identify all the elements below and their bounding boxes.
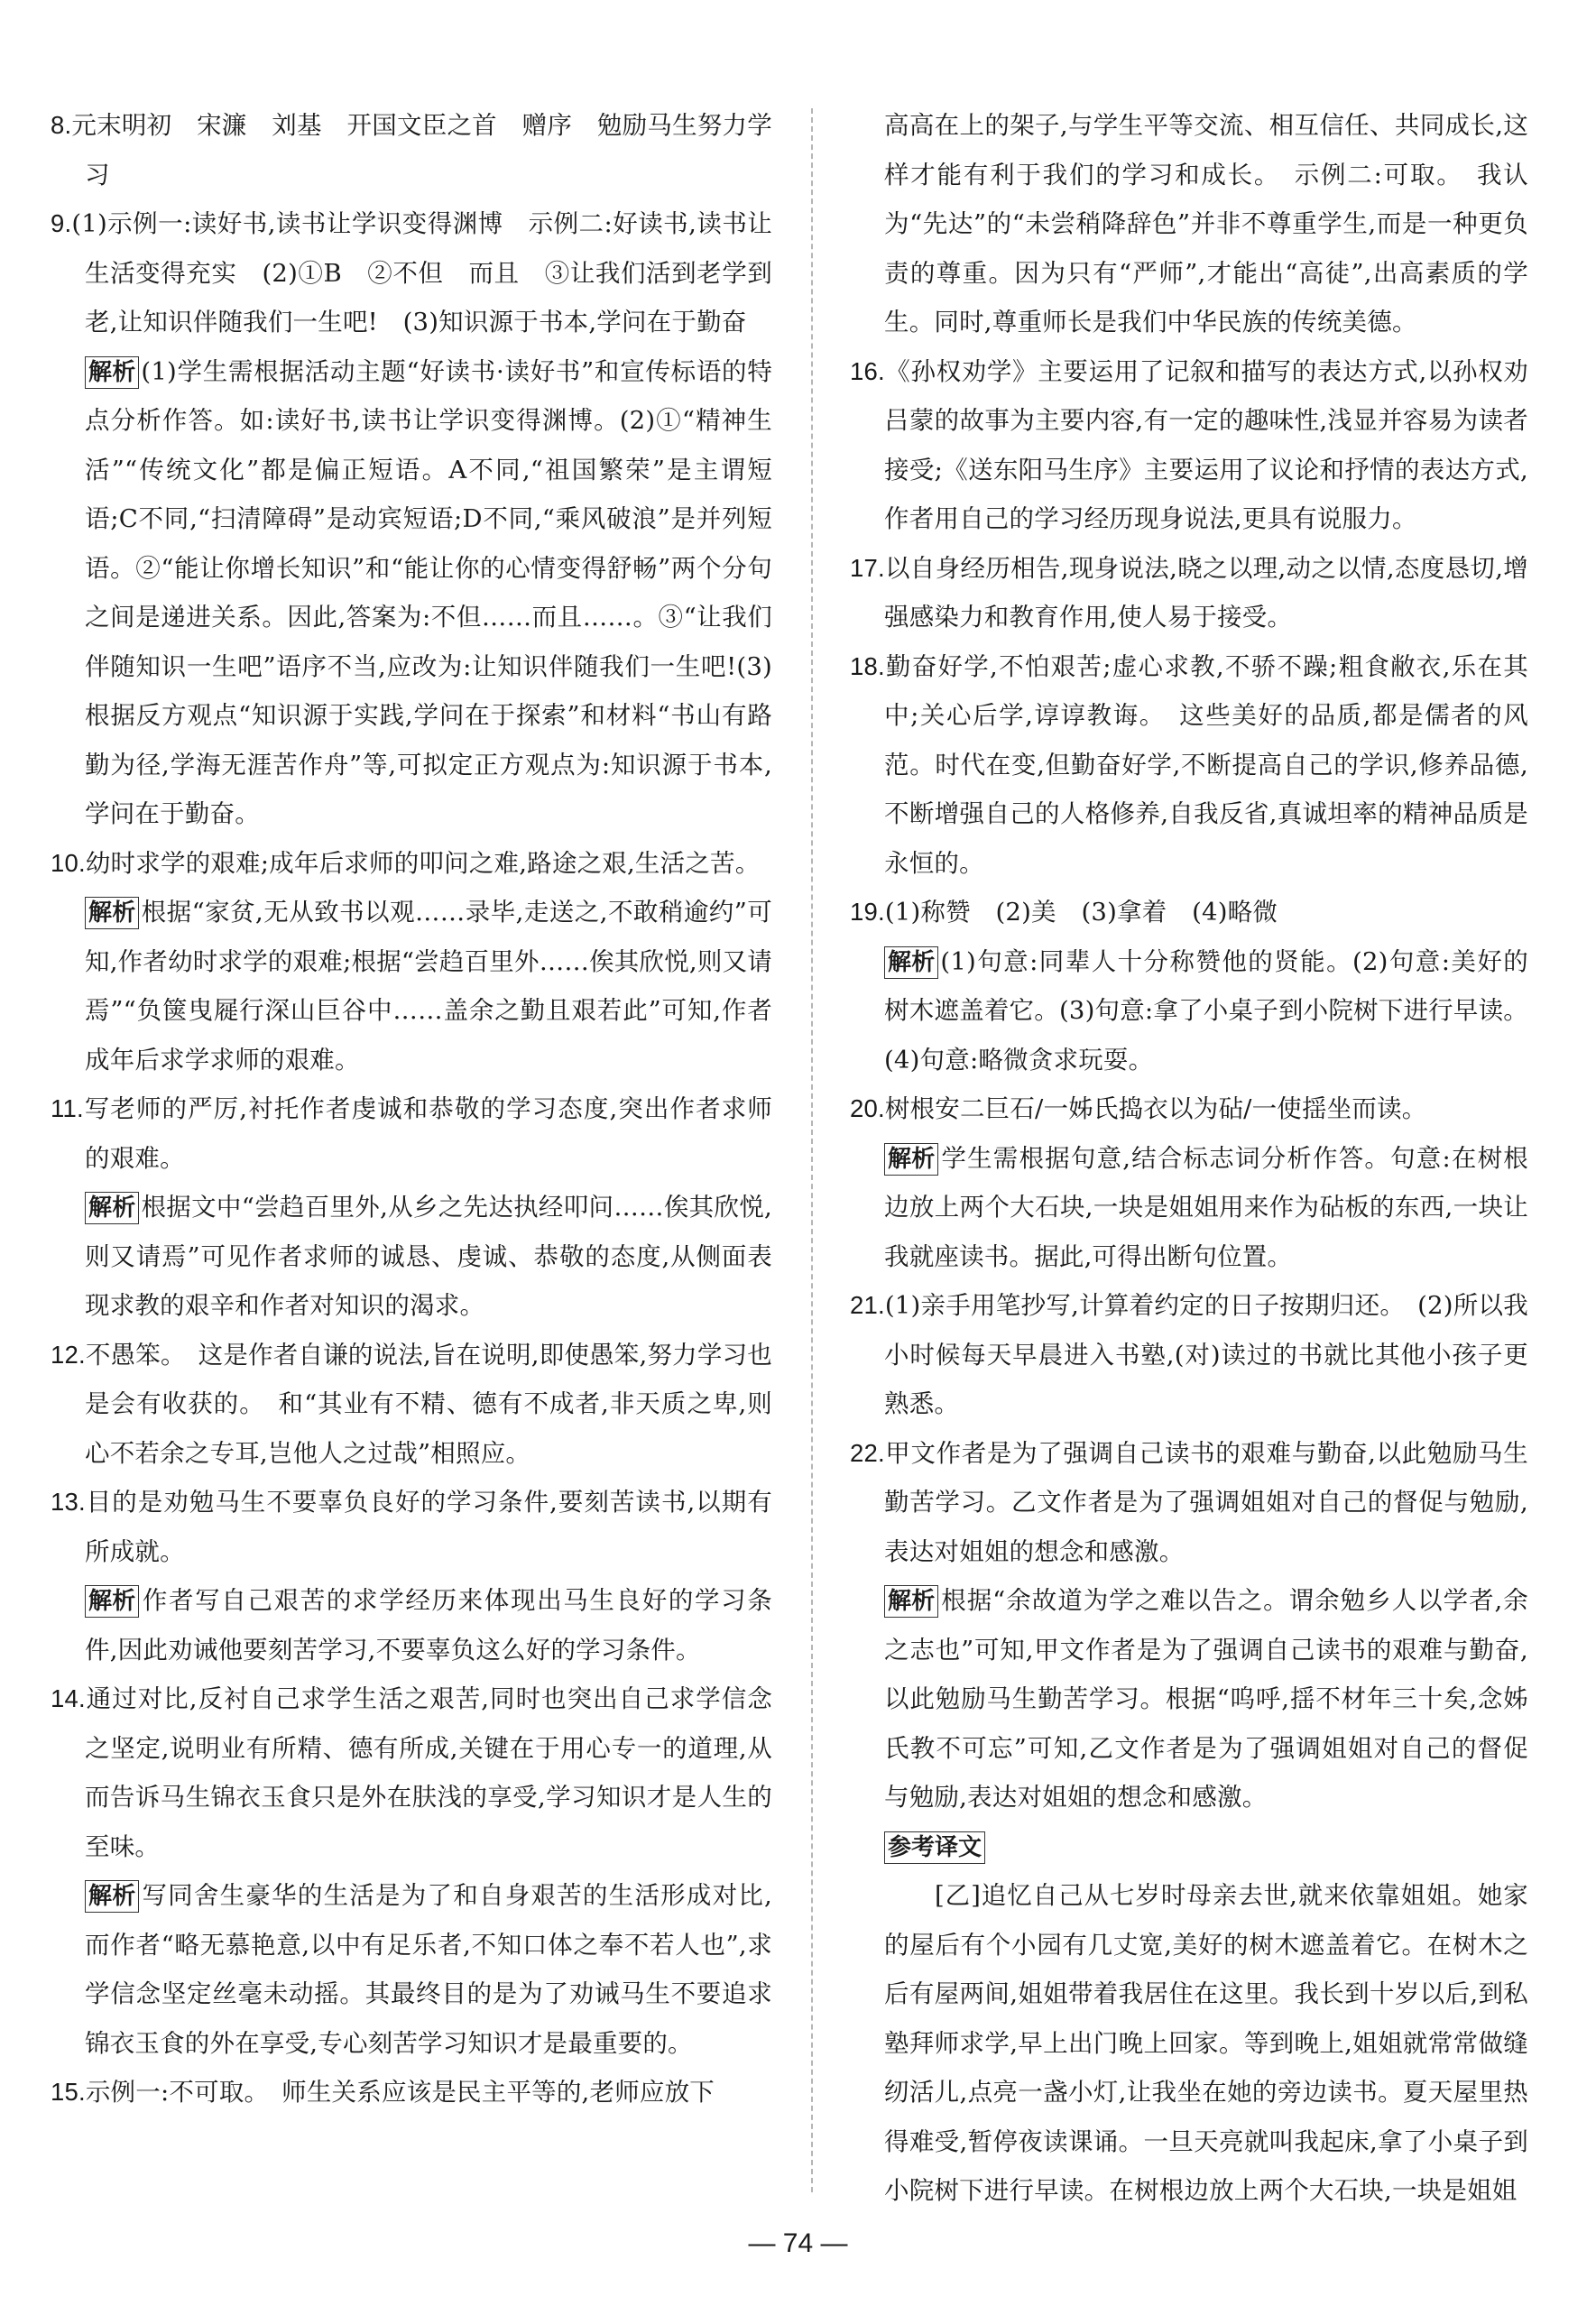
analysis-text: 作者写自己艰苦的求学经历来体现出马生良好的学习条件,因此劝诫他要刻苦学习,不要辜负这么好的学习条件。 xyxy=(85,1586,772,1665)
answer-item xyxy=(850,642,1528,889)
answer-item xyxy=(850,1429,1528,1577)
answer-text: 通过对比,反衬自己求学生活之艰苦,同时也突出自己求学信念之坚定,说明业有所精、德有所成,关键在于用心专一的道理,从而告诉马生锦衣玉食只是外在肤浅的享受,学习知识才是人生的至味。 xyxy=(85,1684,772,1861)
analysis-label: 解析 xyxy=(85,356,139,389)
answer-number: 13. xyxy=(51,1488,86,1516)
answer-number: 18. xyxy=(850,651,885,680)
answer-item xyxy=(51,2068,772,2117)
translation-label: 参考译文 xyxy=(884,1831,985,1864)
answer-text: 目的是劝勉马生不要辜负良好的学习条件,要刻苦读书,以期有所成就。 xyxy=(85,1488,772,1566)
answer-number: 20. xyxy=(850,1094,885,1122)
answer-text: 幼时求学的艰难;成年后求师的叩问之难,路途之艰,生活之苦。 xyxy=(85,848,761,878)
answer-text: 勤奋好学,不怕艰苦;虚心求教,不骄不躁;粗食敝衣,乐在其中;关心后学,谆谆教诲。 这些美好的品质,都是儒者的风范。时代在变,但勤奋好学,不断提高自己的学识,修养品德,不断增强自己的人格修养,自我反省,真诚坦率的精神品质是永恒的。 xyxy=(884,651,1528,878)
answer-text: 写老师的严厉,衬托作者虔诚和恭敬的学习态度,突出作者求师的艰难。 xyxy=(83,1094,772,1173)
answer-text: 《孙权劝学》主要运用了记叙和描写的表达方式,以孙权劝吕蒙的故事为主要内容,有一定的趣味性,浅显并容易为读者接受;《送东阳马生序》主要运用了议论和抒情的表达方式,作者用自己的学习经历现身说法,更具有说服力。 xyxy=(884,356,1528,533)
analysis-label: 解析 xyxy=(884,1585,938,1618)
analysis-block xyxy=(51,1871,772,2068)
answer-item xyxy=(850,1281,1528,1429)
analysis-block xyxy=(51,1576,772,1674)
answer-item xyxy=(51,1478,772,1576)
answer-number: 22. xyxy=(850,1438,885,1467)
analysis-label: 解析 xyxy=(85,1192,139,1224)
answer-item xyxy=(51,101,772,199)
answer-item xyxy=(51,1084,772,1183)
analysis-block xyxy=(51,888,772,1084)
analysis-label: 解析 xyxy=(85,897,139,929)
answer-item xyxy=(850,888,1528,937)
column-divider xyxy=(811,108,813,2192)
answer-text: 高高在上的架子,与学生平等交流、相互信任、共同成长,这样才能有利于我们的学习和成长。 示例二:可取。 我认为“先达”的“未尝稍降辞色”并非不尊重学生,而是一种更负责的尊重。因为只有“严师”,才能出“高徒”,出高素质的学生。同时,尊重师长是我们中华民族的传统美德。 xyxy=(884,111,1528,337)
left-column xyxy=(51,101,772,2117)
analysis-text: (1)学生需根据活动主题“好读书·读好书”和宣传标语的特点分析作答。如:读好书,读书让学识变得渊博。(2)①“精神生活”“传统文化”都是偏正短语。A不同,“祖国繁荣”是主谓短语;C不同,“扫清障碍”是动宾短语;D不同,“乘风破浪”是并列短语。②“能让你增长知识”和“能让你的心情变得舒畅”两个分句之间是递进关系。因此,答案为:不但……而且……。③“让我们伴随知识一生吧”语序不当,应改为:让知识伴随我们一生吧!(3)根据反方观点“知识源于实践,学问在于探索”和材料“书山有路勤为径,学海无涯苦作舟”等,可拟定正方观点为:知识源于书本,学问在于勤奋。 xyxy=(85,356,772,828)
answer-text: 元末明初 宋濂 刘基 开国文臣之首 赠序 勉励马生努力学习 xyxy=(71,111,772,189)
right-column xyxy=(850,101,1528,2216)
analysis-block xyxy=(51,347,772,839)
analysis-text: 根据“余故道为学之难以告之。谓余勉乡人以学者,余之志也”可知,甲文作者是为了强调自己读书的艰难与勤奋,以此勉励马生勤苦学习。根据“呜呼,揺不材年三十矣,念姊氏教不可忘”可知,乙文作者是为了强调姐姐对自己的督促与勉励,表达对姐姐的想念和感激。 xyxy=(884,1586,1528,1812)
answer-text: (1)称赞 (2)美 (3)拿着 (4)略微 xyxy=(884,898,1278,927)
analysis-text: 写同舍生豪华的生活是为了和自身艰苦的生活形成对比,而作者“略无慕艳意,以中有足乐者,不知口体之奉不若人也”,求学信念坚定丝毫未动摇。其最终目的是为了劝诫马生不要追求锦衣玉食的外在享受,专心刻苦学习知识才是最重要的。 xyxy=(85,1881,772,2058)
answer-item xyxy=(51,1331,772,1479)
answer-number: 9. xyxy=(51,209,72,237)
answer-number: 21. xyxy=(850,1291,885,1319)
analysis-text: (1)句意:同辈人十分称赞他的贤能。(2)句意:美好的树木遮盖着它。(3)句意:拿了小桌子到小院树下进行早读。(4)句意:略微贪求玩耍。 xyxy=(884,946,1528,1075)
answer-item xyxy=(850,544,1528,642)
analysis-text: 根据文中“尝趋百里外,从乡之先达执经叩问……俟其欣悦,则又请焉”可见作者求师的诚恳、虔诚、恭敬的态度,从侧面表现求教的艰辛和作者对知识的渴求。 xyxy=(85,1193,772,1320)
analysis-label: 解析 xyxy=(85,1880,139,1913)
analysis-text: 学生需根据句意,结合标志词分析作答。句意:在树根边放上两个大石块,一块是姐姐用来作为砧板的东西,一块让我就座读书。据此,可得出断句位置。 xyxy=(884,1143,1528,1271)
analysis-label: 解析 xyxy=(884,946,938,979)
analysis-label: 解析 xyxy=(884,1143,938,1176)
answer-item xyxy=(850,347,1528,544)
answer-number: 16. xyxy=(850,356,885,385)
analysis-block xyxy=(51,1183,772,1331)
answer-item xyxy=(51,839,772,889)
answer-text: 以自身经历相告,现身说法,晓之以理,动之以情,态度恳切,增强感染力和教育作用,使人易于接受。 xyxy=(884,553,1528,632)
answer-text: (1)亲手用笔抄写,计算着约定的日子按期归还。 (2)所以我小时候每天早晨进入书塾,(对)读过的书就比其他小孩子更熟悉。 xyxy=(884,1291,1528,1418)
analysis-text: 根据“家贫,无从致书以观……录毕,走送之,不敢稍逾约”可知,作者幼时求学的艰难;根据“尝趋百里外……俟其欣悦,则又请焉”“负箧曳屣行深山巨谷中……盖余之勤且艰若此”可知,作者成年后求学求师的艰难。 xyxy=(85,898,772,1075)
answer-item xyxy=(850,101,1528,347)
answer-number: 8. xyxy=(51,111,72,139)
analysis-block xyxy=(850,937,1528,1085)
answer-item xyxy=(850,1084,1528,1134)
page-number: — 74 — xyxy=(748,2228,848,2258)
answer-item xyxy=(51,199,772,347)
analysis-label: 解析 xyxy=(85,1585,139,1618)
translation-text: [乙]追忆自己从七岁时母亲去世,就来依靠姐姐。她家的屋后有个小园有几丈宽,美好的树木遮盖着它。在树木之后有屋两间,姐姐带着我居住在这里。我长到十岁以后,到私塾拜师求学,早上出门晚上回家。等到晚上,姐姐就常常做缝纫活儿,点亮一盏小灯,让我坐在她的旁边读书。夏天屋里热得难受,暂停夜读课诵。一旦天亮就叫我起床,拿了小桌子到小院树下进行早读。在树根边放上两个大石块,一块是姐姐 xyxy=(884,1881,1528,2205)
answer-text: 示例一:不可取。 师生关系应该是民主平等的,老师应放下 xyxy=(85,2078,715,2107)
analysis-block xyxy=(850,1134,1528,1282)
answer-number: 17. xyxy=(850,553,885,582)
answer-text: 不愚笨。 这是作者自谦的说法,旨在说明,即使愚笨,努力学习也是会有收获的。 和“其业有不精、德有不成者,非天质之卑,则心不若余之专耳,岂他人之过哉”相照应。 xyxy=(85,1340,772,1468)
answer-number: 19. xyxy=(850,898,885,926)
answer-item xyxy=(51,1674,772,1871)
answer-number: 12. xyxy=(51,1340,86,1369)
answer-text: (1)示例一:读好书,读书让学识变得渊博 示例二:好读书,读书让生活变得充实 (2)①B ②不但 而且 ③让我们活到老学到老,让知识伴随我们一生吧! (3)知识源于书本,学问在于勤奋 xyxy=(71,209,772,337)
answer-number: 10. xyxy=(51,848,86,877)
answer-number: 15. xyxy=(51,2078,86,2106)
answer-text: 树根安二巨石/一姊氏捣衣以为砧/一使揺坐而读。 xyxy=(884,1094,1427,1123)
translation-heading xyxy=(850,1822,1528,1872)
answer-text: 甲文作者是为了强调自己读书的艰难与勤奋,以此勉励马生勤苦学习。乙文作者是为了强调姐姐对自己的督促与勉励,表达对姐姐的想念和感激。 xyxy=(884,1438,1528,1566)
answer-number: 14. xyxy=(51,1684,86,1712)
analysis-block xyxy=(850,1576,1528,1822)
answer-number: 11. xyxy=(51,1094,84,1122)
